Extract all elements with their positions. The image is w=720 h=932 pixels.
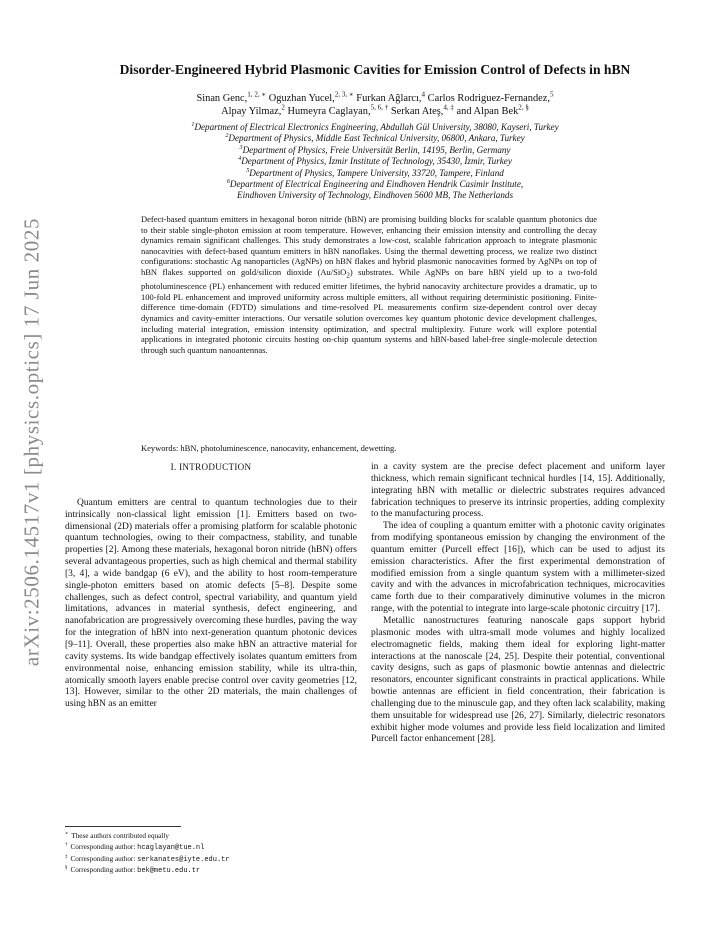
body-paragraph: in a cavity system are the precise defect placement and uniform layer thickness, which remain significant technical hurdles [14, 15]. Additionally, integrating hBN with metallic or dielectric substrates requires advanced fabrication techniques to preserve its intrinsic properties, adding complexity to the manufacturing process. [371,462,665,520]
section-heading: I. INTRODUCTION [170,462,252,472]
footnote [65,865,357,876]
footnote-text: Corresponding author: [70,865,138,874]
keywords: Keywords: hBN, photoluminescence, nanocavity, enhancement, dewetting. [141,443,397,453]
footnote-mark: † [65,842,68,848]
affiliation-line: $^6$Department of Electrical Engineering and Eindhoven Hendrik Casimir Institute, [226,178,524,190]
footnote-rule [65,826,181,827]
affiliation-line: $^5$Department of Physics, Tampere University, 33720, Tampere, Finland [246,166,504,178]
footnotes [65,831,357,876]
affiliation-line: $^3$Department of Physics, Freie Universität Berlin, 14195, Berlin, Germany [239,143,511,155]
body-paragraph: Quantum emitters are central to quantum technologies due to their intrinsically non-classical light emission [1]. Emitters based on two-dimensional (2D) materials offer a promising platform for scalable photonic quantum technologies, owing to their compactness, stability, and tunable properties [2]. Among these materials, hexagonal boron nitride (hBN) offers several advantageous properties, such as high chemical and thermal stability [3, 4], a wide bandgap (6 eV), and the ability to host room-temperature single-photon emitters based on atomic defects [5–8]. Despite some challenges, such as defect control, spectral variability, and quantum yield limitations, advances in material synthesis, defect engineering, and nanofabrication are progressively overcoming these hurdles, paving the way for the integration of hBN into next-generation quantum photonic devices [9–11]. Overall, these properties also make hBN an attractive material for cavity systems. Its wide bandgap effectively isolates quantum emitters from environmental noise, enhancing emission stability, while its ultra-thin, atomically smooth layers enable precise control over cavity geometries [12, 13]. However, similar to the other 2D materials, the main challenges of using hBN as an emitter [65,497,357,710]
footnote [65,854,357,865]
left-column [65,462,357,711]
abstract: Defect-based quantum emitters in hexagonal boron nitride (hBN) are promising building blocks for scalable quantum photonics due to their stable single-photon emission at room temperature. However, enhancing their emission intensity and controlling the decay dynamics remain significant challenges. This study demonstrates a low-cost, scalable fabrication approach to integrate plasmonic nanocavities with defect-based quantum emitters in hBN nanoflakes. Using the thermal dewetting process, we realize two distinct configurations: stochastic Ag nanoparticles (AgNPs) on hBN flakes and hybrid plasmonic nanocavities formed by AgNPs on top of hBN flakes supported on gold/silicon dioxide (Au/SiO$_2$) substrates. While AgNPs on bare hBN yield up to a two-fold photoluminescence (PL) enhancement with reduced emitter lifetimes, the hybrid nanocavity architecture provides a dramatic, up to 100-fold PL enhancement and improved uniformity across multiple emitters, all without requiring deterministic positioning. Finite-difference time-domain (FDTD) simulations and time-resolved PL measurements confirm size-dependent control over decay dynamics and cavity-emitter interactions. Our versatile solution overcomes key quantum photonic device development challenges, including material integration, emission intensity optimization, and spectral multiplexity. Future work will explore potential applications in integrated photonic circuits hosting on-chip quantum systems and hBN-based label-free single-molecule detection through such quantum nanoantennas. [141,214,597,355]
arxiv-sidebar-stamp [10,212,54,672]
footnote-text: Corresponding author: [70,843,138,852]
right-column [371,462,665,746]
footnote-email[interactable]: hcaglayan@tue.nl [137,844,205,853]
affiliation-line: $^2$Department of Physics, Middle East Technical University, 06800, Ankara, Turkey [225,132,525,144]
author-list [80,92,670,118]
footnote-mark: ∗ [65,831,69,837]
paper-title: Disorder-Engineered Hybrid Plasmonic Cavities for Emission Control of Defects in hBN [119,62,631,77]
author-line: Alpay Yilmaz,$^2$ Humeyra Caglayan,$^{5, 6, \dagger}$ Serkan Ateş,$^{4, \ddagger}$ and Alpan Bek$^{2, \S}$ [221,103,529,118]
footnote [65,842,357,853]
footnote-text: These authors contributed equally [71,832,169,840]
affiliation-line: $^4$Department of Physics, İzmir Institute of Technology, 35430, İzmir, Turkey [238,155,512,167]
body-paragraph: Metallic nanostructures featuring nanoscale gaps support hybrid plasmonic modes with ultra-small mode volumes and highly localized electromagnetic fields, making them ideal for exploring light-matter interactions at the nanoscale [24, 25]. Despite their potential, conventional cavity designs, such as gaps of plasmonic bowtie antennas and dielectric resonators, encounter significant constraints in practical applications. While bowtie antennas are efficient in field concentration, their fabrication is challenging due to the minuscule gap, and they often lack scalability, making them unsuitable for widespread use [26, 27]. Similarly, dielectric resonators exhibit higher mode volumes and provide less field localization and limited Purcell factor enhancement [28]. [371,615,665,745]
affiliation-line: Eindhoven University of Technology, Eindhoven 5600 MB, The Netherlands [237,190,513,201]
footnote-email[interactable]: bek@metu.edu.tr [137,866,201,875]
body-paragraph: The idea of coupling a quantum emitter with a photonic cavity originates from modifying spontaneous emission by changing the environment of the quantum emitter (Purcell effect [16]), which can be used to adjust its emission characteristics. After the first experimental demonstration of modified emission from a single quantum system with a millimeter-sized cavity and with the advances in microfabrication techniques, microcavities came forth due to their comparatively diminutive volumes in the micron range, with the potential to integrate into large-scale photonic circuitry [17]. [371,521,665,615]
arxiv-id: arXiv:2506.14517v1 [physics.optics] 17 Jun 2025 [19,217,44,667]
author-line: Sinan Genc,$^{1, 2, ∗}$ Oguzhan Yucel,$^{2, 3, ∗}$ Furkan Ağlarcı,$^4$ Carlos Rodriguez-Fernandez,$^5$ [196,90,554,104]
footnote-email[interactable]: serkanates@iyte.edu.tr [137,855,230,864]
affiliation-list [80,122,670,202]
footnote [65,831,357,842]
footnote-mark: ‡ [65,854,68,860]
affiliation-line: $^1$Department of Electrical Electronics Engineering, Abdullah Gül University, 38080, Kayseri, Turkey [191,120,559,132]
footnote-mark: § [65,865,68,871]
footnote-text: Corresponding author: [70,854,138,863]
